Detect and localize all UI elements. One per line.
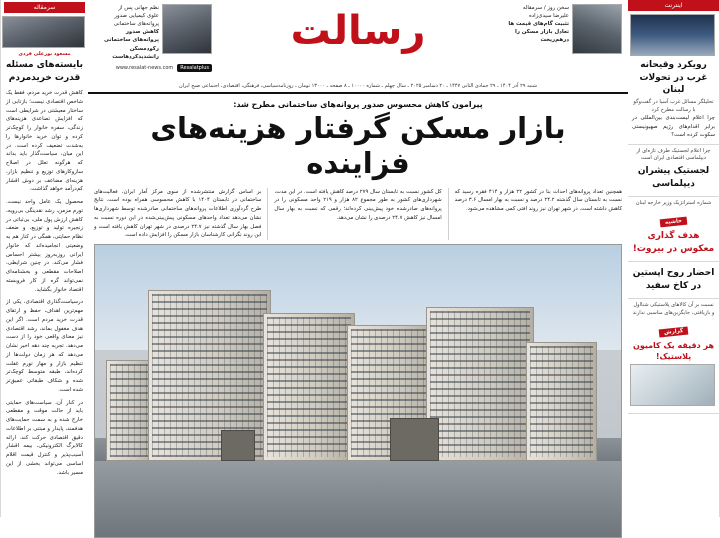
lead-divider-2: [267, 188, 268, 240]
rail-subtitle-beirut: شماره استراتژیک وزیر خارجه لبنان: [635, 200, 712, 207]
rail-subtitle-lebanon: تحلیلگر مسائل غرب آسیا در گفت‌وگو با رسالت مطرح کرد: [633, 98, 714, 113]
rail-subtitle-plastic: نسبت بر آن کالاهای پلاستیکی شنا‌اول و بازیافتی، جایگزین‌های مناسبی ندارند: [632, 302, 715, 317]
editorial-paragraph-3: درسیاست‌گذاری اقتصادی، یکی از مهم‌ترین اهداف، حفظ و ارتقای قدرت خرید مردم است. اگر این هدف مغفول بماند، رشد اقتصادی نیز معنای واقعی خود را از دست می‌دهد. تجربه چند دهه اخیر نشان می‌دهد که هر زمان دولت‌ها از تنظیم بازار و مهار تورم غفلت کرده‌اند، طبقه متوسط کوچک‌تر شده و شکاف طبقاتی عمیق‌تر شده است.: [6, 299, 83, 393]
lead-column-left: همچنین تعداد پروانه‌های احداث بنا در کشور ۲۲ هزار و ۴۱۴ فقره رسید که نسبت به تابستان سال گذشته ۲۴.۲ درصد و نسبت به بهار امسال ۳.۶ درصد کاهش داشته است. در شهر تهران نیز روند افتی کمی مشاهده می‌شود.: [454, 188, 622, 213]
rail-headline-lebanon[interactable]: رویکرد وقیحانه غرب در تحولات لبنان: [639, 60, 708, 96]
masthead-right-line1: سخن روز / سرمقاله: [522, 5, 569, 11]
rail-headline-logistics[interactable]: لجستیک پیشران دیپلماسی: [637, 166, 710, 189]
lead-paragraphs: [88, 188, 628, 244]
rail-tag: اینترنت: [628, 0, 719, 11]
paper-logo: رسالت: [290, 8, 426, 54]
masthead-right-line2: علیرضا سیدی‌زاده: [528, 13, 569, 20]
rail-photo-plastic: [630, 364, 715, 406]
masthead-left-bold3: رکودمسکن رانشدیدکردهاست: [112, 45, 159, 60]
main-photo-skyline: [94, 244, 622, 538]
masthead-left-photo: [162, 4, 212, 54]
editorial-author-photo: [2, 16, 85, 48]
masthead-left-line2: علوی کیمیایی صدور پروانه‌های ساختمانی: [113, 13, 159, 28]
rail-item-epstein[interactable]: [628, 262, 719, 299]
editorial-title: بایسته‌های مسئله قدرت خریدمردم: [6, 60, 83, 84]
masthead-right-bold2: تعادل بازار مسکن را: [514, 29, 569, 36]
photo-lowrise: [390, 418, 439, 461]
masthead-right-photo: [572, 4, 622, 54]
editorial-column: [0, 0, 88, 517]
rail-item-plastic[interactable]: [628, 299, 719, 414]
rail-item-logistics[interactable]: [628, 145, 719, 198]
rail-headline-epstein[interactable]: احضار روح اپستین در کاخ سفید: [632, 268, 715, 291]
masthead-left-bold1: کاهش صدور: [125, 29, 159, 36]
rail-body-lebanon: چرا اعلام لیست‌بندی بین‌المللی در برابر اقدام‌های رژیم صهیونیستی سکوت کرده است؟: [632, 115, 715, 139]
rail-item-beirut[interactable]: [628, 197, 719, 262]
rail-ribbon-plastic: گزارش: [659, 327, 689, 338]
rail-headline-beirut[interactable]: هدف گذاری معکوس در بیروت!: [632, 231, 715, 254]
photo-lowrise: [221, 430, 255, 461]
editorial-tag: سرمقاله: [4, 2, 85, 13]
masthead-left-bold2: پروانه‌های ساختمانی: [104, 37, 159, 44]
masthead-left-line1: نظم جهانی پس از: [118, 5, 159, 11]
masthead-right-bold3: درهم‌ریخت: [540, 37, 569, 44]
editorial-paragraph-4: در کنار آن، سیاست‌های حمایتی باید از حالت موقت و مقطعی خارج شده و به سمت حمایت‌های هدفمند، پایدار و مبتنی بر اطلاعات دقیق اقتصادی حرکت کند. ارائه کالابرگ الکترونیکی، بیمه اقشار آسیب‌پذیر و کنترل قیمت اقلام اساسی می‌تواند بخشی از این مسیر باشد.: [6, 399, 83, 476]
masthead: [88, 0, 628, 94]
rail-headline-plastic[interactable]: هر دقیقه یک کامیون پلاستیک!: [632, 341, 714, 362]
photo-tower: [526, 342, 596, 461]
rail-photo-lebanon: [630, 14, 715, 56]
headline-main: بازار مسکن گرفتار هزینه‌های فزاینده: [150, 111, 566, 181]
main-column: [88, 0, 628, 517]
masthead-right-block: [494, 4, 622, 54]
dateline: شنبه ۲۹ آذر ۱۴۰۴ ـ ۲۹ جمادی الثانی ۱۴۴۷ ـ ۲۰ دسامبر ۲۰۲۵ ـ سال چهلم ـ شماره ۱۰۰۰۰ ـ ۸ صفحه ـ ۱۳۰۰۰ تومان ـ روزنامه‌سیاسی، فرهنگی، اقتصادی، اجتماعی صبح ایران: [179, 83, 537, 89]
lead-column-right: بر اساس گزارش منتشرشده از سوی مرکز آمار ایران، فعالیت‌های ساختمانی در تابستان ۱۴۰۴ با کاهش محسوسی همراه بوده است. نتایج طرح گردآوری اطلاعات پروانه‌های ساختمانی صادرشده توسط شهرداری‌ها نشان می‌دهد تعداد واحدهای مسکونی پیش‌بینی‌شده در این دوره نسبت به فصل بهار سال گذشته نیز ۲۴.۷ درصدی در شهر تهران کاهش یافته است و این روند نگرانی کارشناسان بازار مسکن را افزایش داده است.: [94, 188, 262, 239]
editorial-byline: مسعود پورعلی فردی: [18, 51, 71, 57]
news-rail: [628, 0, 720, 517]
rail-ribbon-beirut: حاشیه: [660, 217, 688, 228]
photo-ground: [95, 450, 621, 538]
rail-subtitle-logistics: چرا اعلام لجستیک طرف تازه‌ای از دیپلماسی اقتصادی ایران است: [636, 147, 711, 162]
social-handle[interactable]: Resalatplus: [177, 64, 212, 72]
editorial-paragraph-2: محصول یک عامل واحد نیست. تورم مزمن، رشد نقدینگی بی‌رویه، کاهش ارزش پول ملی، بی‌ثباتی در زنجیره تولید و توزیع، و ضعف نظام حمایتی، همگی در کنار هم به وضعیتی انجامیده‌اند که خانوار ایرانی روزبه‌روز بیشتر احساس فشار می‌کند. در چنین شرایطی، اصلاحات مقطعی و بخشنامه‌ای نمی‌تواند گره از کار فروبسته اقتصاد خانوار بگشاید.: [6, 199, 83, 293]
lead-divider-1: [448, 188, 449, 240]
website-url[interactable]: www.resalat-news.com: [115, 64, 174, 71]
editorial-paragraph-1: کاهش قدرت خرید مردم، فقط یک شاخص اقتصادی نیست؛ بازتابی از ساختار معیشتی در شرایطی است که افزایش تصاعدی هزینه‌های زندگی، سفره خانوار را کوچک‌تر کرده و توان خرید خانوارها را به‌شدت تضعیف کرده است. در این میان، سیاست‌گذار باید بداند که هرگونه تعلل در اصلاح سازوکارهای توزیع و تنظیم بازار، هزینه‌ای مضاعف بر دوش اقشار کم‌درآمد خواهد گذاشت.: [6, 90, 83, 193]
rail-item-lebanon[interactable]: [628, 11, 719, 145]
masthead-left-block: [94, 4, 212, 72]
photo-tower: [426, 307, 533, 461]
photo-tower: [263, 313, 354, 461]
headline-kicker: پیرامون کاهش محسوس صدور پروانه‌های ساختمانی مطرح شد:: [233, 100, 483, 109]
lead-column-middle: کل کشور نسبت به تابستان سال ۲۷۹ درصد کاهش یافته است. در این مدت، شهرداری‌های کشور به طور مجموع ۸۲ هزار و ۲۱۹ واحد مسکونی را در پروانه‌های صادرشده خود پیش‌بینی کرده‌اند؛ رقمی که نسبت به بهار سال امسال نیز کاهش ۲۴.۷ درصدی را نشان می‌دهد.: [274, 188, 442, 221]
masthead-right-bold1: تثبیت گام‌های قیمت ها: [508, 21, 569, 28]
